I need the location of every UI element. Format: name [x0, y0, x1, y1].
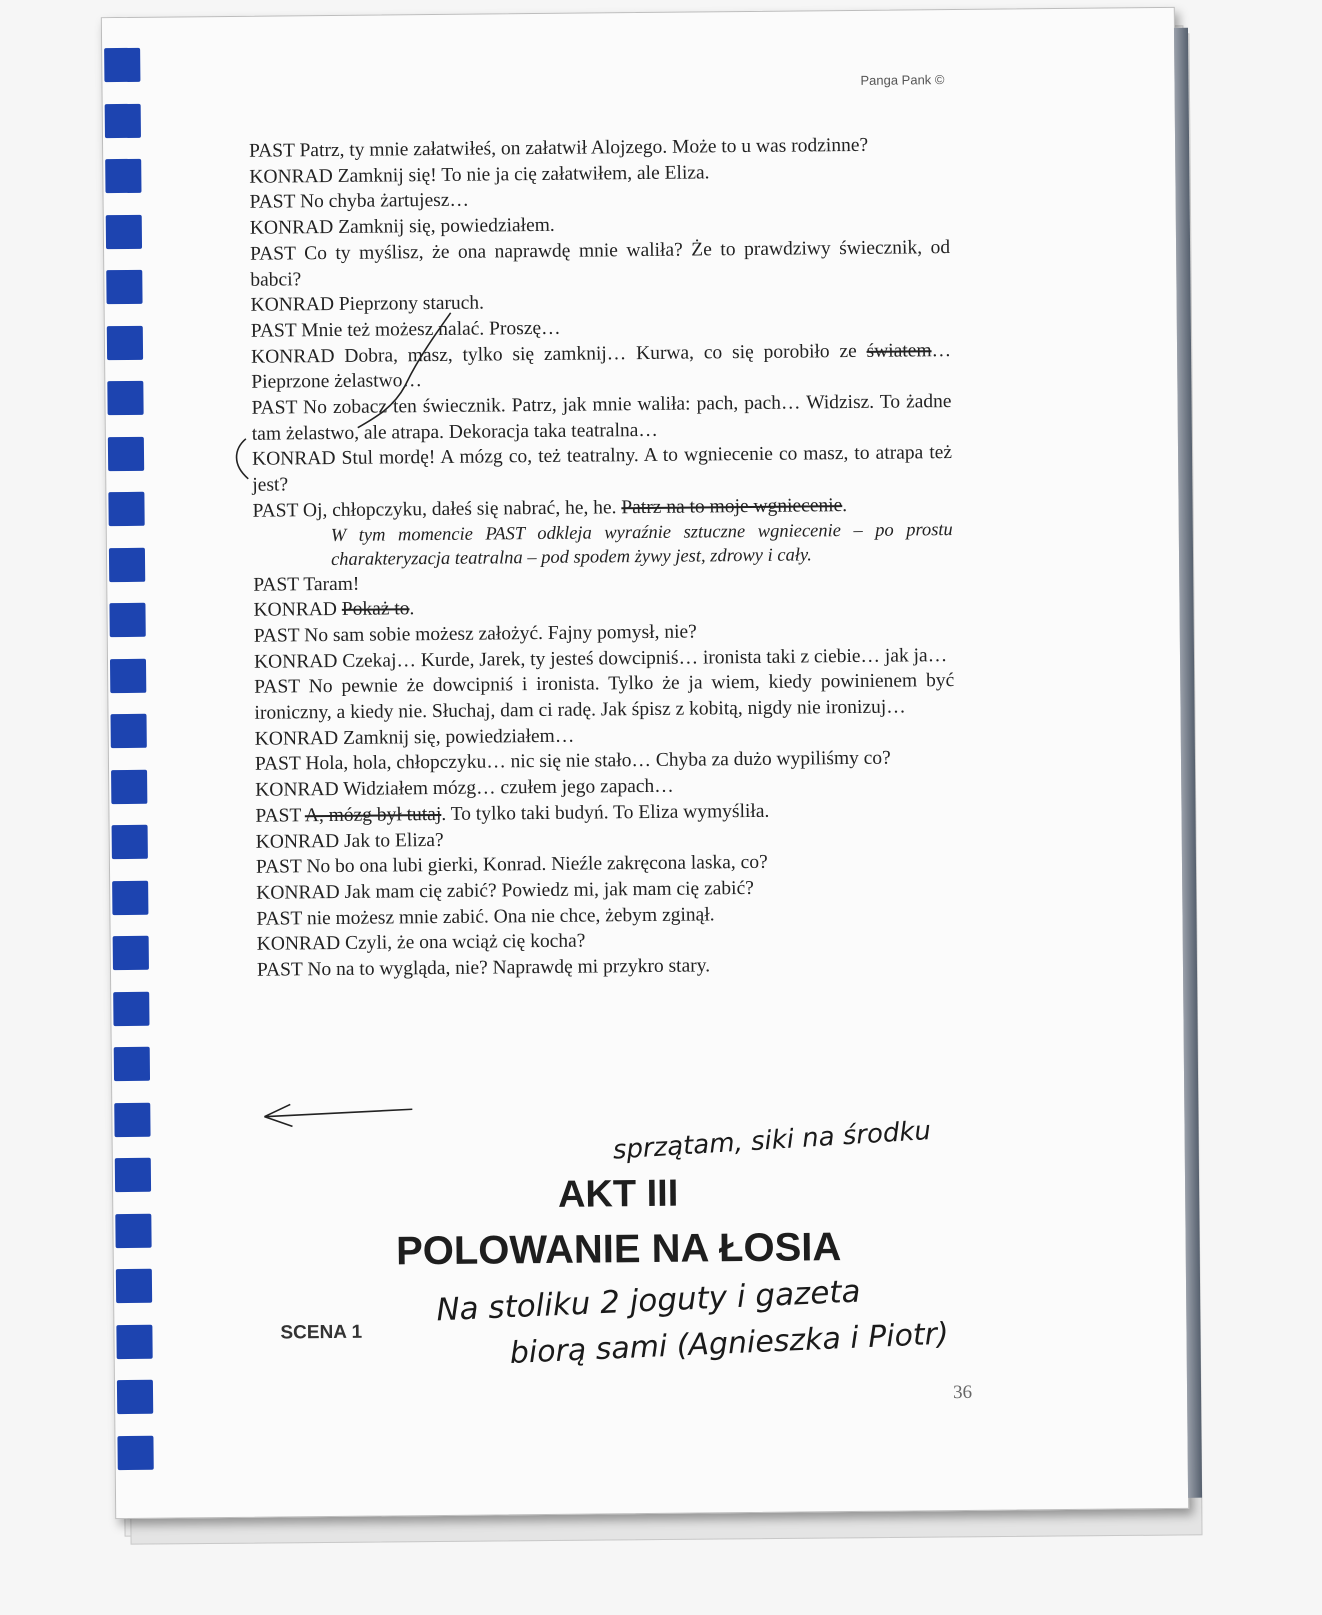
line-text: PAST No sam sobie możesz założyć. Fajny pomysł, nie?: [253, 621, 697, 647]
handwritten-note-people: biorą sami (Agnieszka i Piotr): [509, 1316, 950, 1371]
line-text: PAST: [255, 805, 305, 827]
line-text: KONRAD Jak mam cię zabić? Powiedz mi, jak mam cię zabić?: [256, 877, 754, 904]
line-text: PAST No na to wygląda, nie? Naprawdę mi przykro stary.: [256, 955, 711, 981]
line-text: KONRAD Czyli, że ona wciąż cię kocha?: [256, 930, 586, 956]
handwritten-note-props: Na stoliku 2 joguty i gazeta: [435, 1273, 862, 1329]
line-text: PAST Co ty myślisz, że ona naprawdę mnie waliła? Że to prawdziwy świecznik, od babci?: [249, 236, 951, 291]
pen-arrow: [264, 1103, 412, 1126]
line-text: KONRAD Stul mordę! A mózg co, też teatralny. A to wgniecenie co masz, to atrapa też jest?: [251, 442, 953, 496]
line-text: PAST Oj, chłopczyku, dałeś się nabrać, he, he.: [252, 497, 622, 522]
line-text: PAST Patrz, ty mnie załatwiłeś, on załatwił Alojzego. Może to u was rodzinne?: [249, 134, 869, 162]
line-text: KONRAD Zamknij się, powiedziałem…: [254, 725, 575, 750]
line-text: KONRAD Zamknij się! To nie ja cię załatwiłem, ale Eliza.: [249, 162, 710, 188]
pen-bracket: [236, 439, 248, 479]
line-text: PAST Hola, hola, chłopczyku… nic się nie stało… Chyba za dużo wypiliśmy co?: [254, 748, 891, 776]
struck-text: Pokaż to: [341, 598, 410, 621]
scene-label: SCENA 1: [280, 1321, 363, 1344]
page-number: 36: [952, 1381, 973, 1404]
line-text: KONRAD Czekaj… Kurde, Jarek, ty jesteś dowcipniś… ironista taki z ciebie… jak ja…: [253, 644, 948, 673]
line-text: PAST Taram!: [253, 573, 360, 596]
line-text: KONRAD Pieprzony staruch.: [250, 292, 485, 316]
line-text: .: [409, 598, 415, 620]
line-text: PAST No bo ona lubi gierki, Konrad. Nieźle zakręcona laska, co?: [255, 852, 768, 879]
line-text: KONRAD Zamknij się, powiedziałem.: [249, 214, 555, 239]
script-page: [101, 7, 1189, 1519]
line-text: W tym momencie PAST odkleja wyraźnie sztuczne wgniecenie – po prostu charakteryzacja teatralna – pod spodem żywy jest, zdrowy i cały.: [330, 519, 953, 570]
struck-text: światem: [866, 339, 932, 362]
line-text: KONRAD Widziałem mózg… czułem jego zapach…: [255, 775, 674, 801]
handwritten-note-top: sprzątam, siki na środku: [612, 1115, 932, 1166]
line-text: PAST No zobacz ten świecznik. Patrz, jak mnie waliła: pach, pach… Widzisz. To żadne tam żelastwo, ale atrapa. Dekoracja taka teatralna…: [251, 391, 952, 445]
struck-text: Patrz na to moje wgniecenie: [621, 494, 843, 519]
line-text: .: [842, 494, 848, 516]
act-title: AKT III: [557, 1172, 679, 1216]
line-text: PAST Mnie też możesz nalać. Proszę…: [250, 317, 561, 342]
act-subtitle: POLOWANIE NA ŁOSIA: [395, 1225, 842, 1274]
struck-text: A, mózg był tutaj: [304, 803, 442, 827]
running-head: Panga Pank ©: [860, 72, 945, 88]
line-text: PAST No chyba żartujesz…: [249, 190, 470, 214]
line-text: KONRAD Jak to Eliza?: [255, 829, 444, 853]
line-text: PAST No pewnie że dowcipniś i ironista. Tylko że ja wiem, kiedy powinienem być ironiczny, a kiedy nie. Słuchaj, dam ci radę. Jak śpisz z kobitą, nigdy nie ironizuj…: [254, 670, 955, 724]
pen-check-mark: [357, 313, 452, 428]
line-text: … Pieprzone żelastwo…: [251, 339, 952, 394]
line-text: KONRAD: [253, 599, 342, 622]
line-text: KONRAD Dobra, masz, tylko się zamknij… Kurwa, co się porobiło ze: [250, 340, 867, 368]
line-text: PAST nie możesz mnie zabić. Ona nie chce, żebym zginął.: [256, 904, 715, 930]
line-text: . To tylko taki budyń. To Eliza wymyśliła.: [441, 800, 770, 825]
